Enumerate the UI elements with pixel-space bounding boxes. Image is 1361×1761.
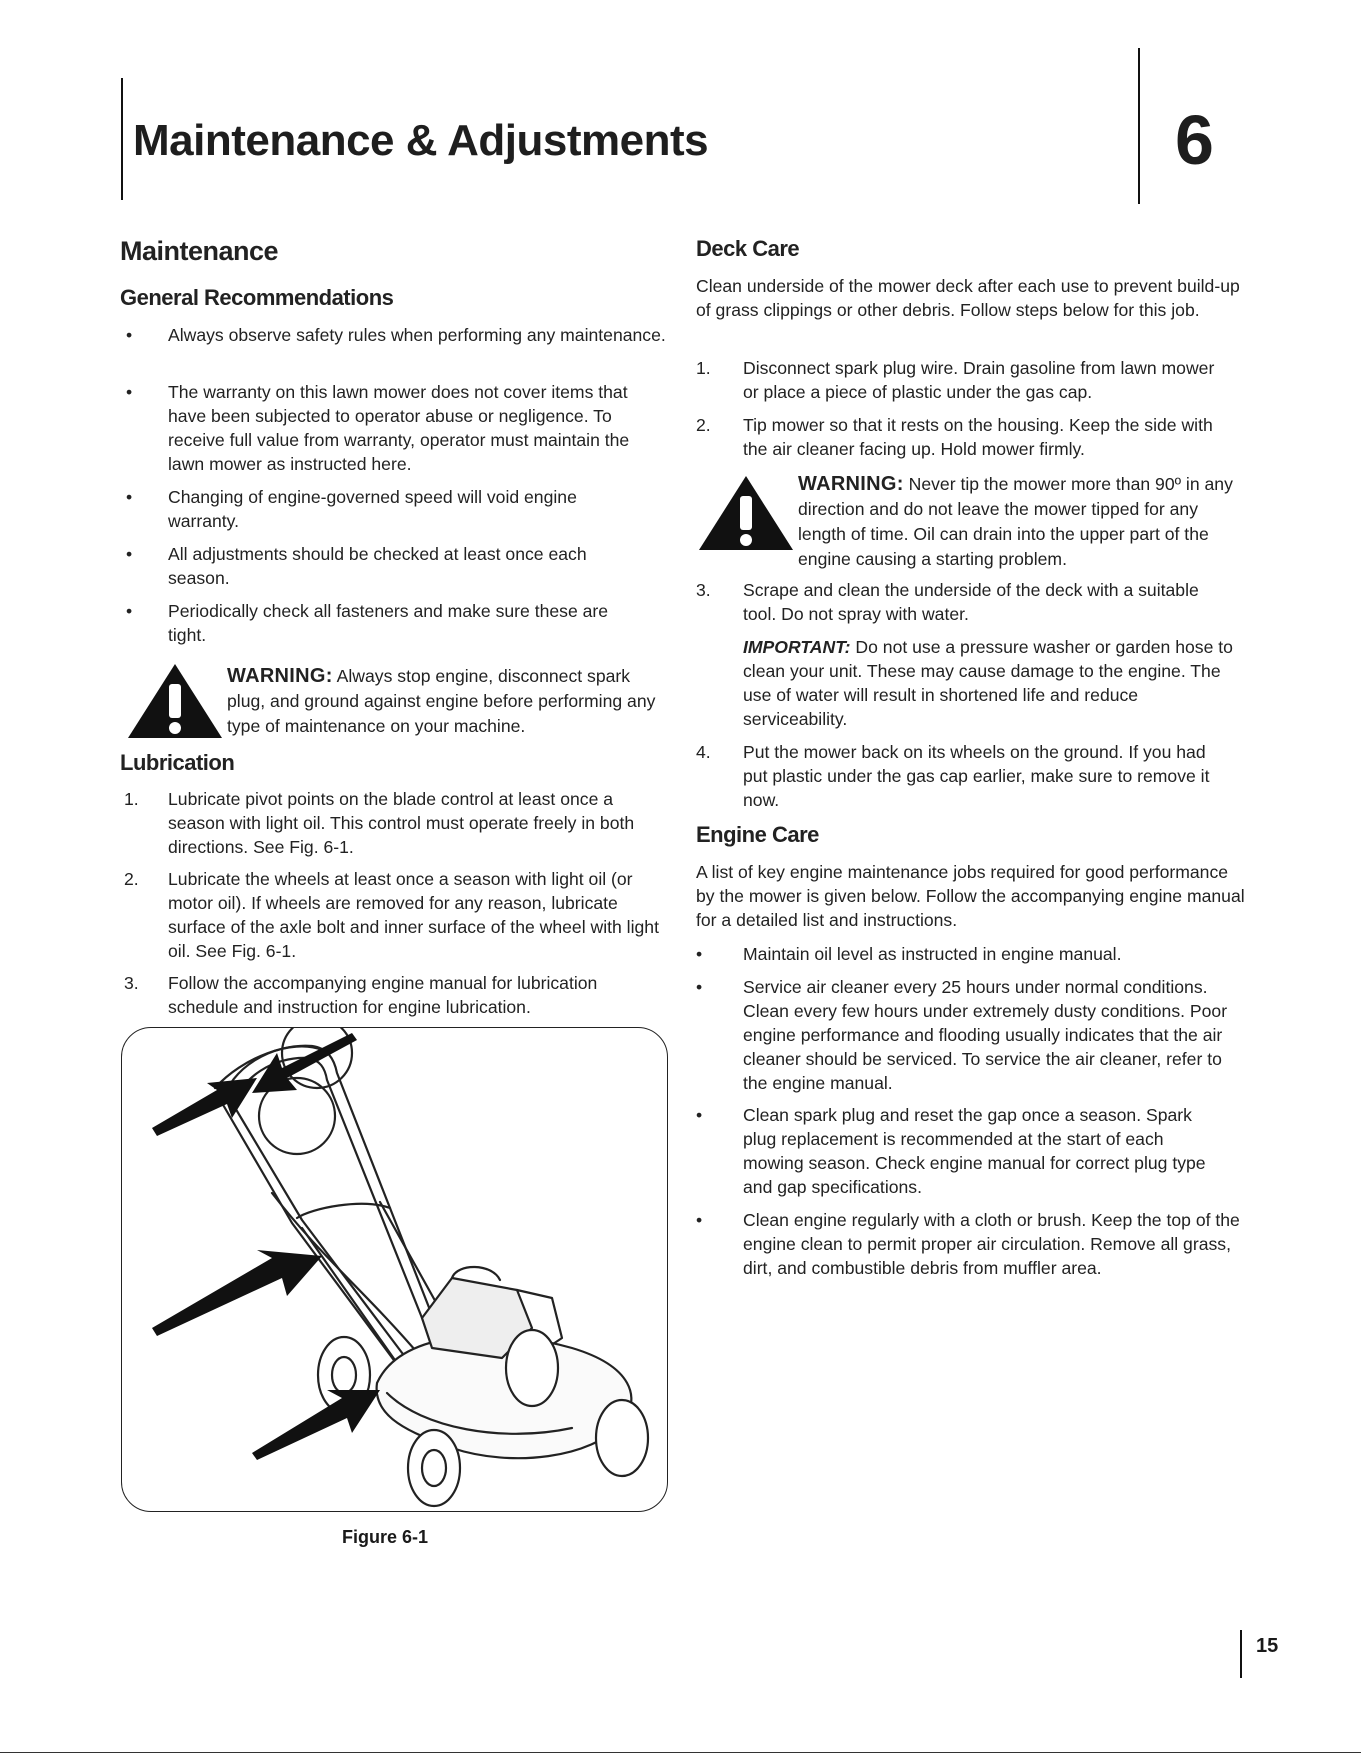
item-number: 1. xyxy=(124,789,139,809)
item-number: 3. xyxy=(124,973,139,993)
list-item-text: Periodically check all fasteners and make sure these are tight. xyxy=(168,601,609,645)
page-title: Maintenance & Adjustments xyxy=(133,116,709,165)
list-item-text: Always observe safety rules when performing any maintenance. xyxy=(168,325,666,345)
heading-lubrication: Lubrication xyxy=(120,750,235,775)
item-number: 3. xyxy=(696,580,711,600)
lawn-mower-illustration xyxy=(122,1028,666,1510)
list-item-text: Lubricate pivot points on the blade control at least once a season with light oil. This control must operate freely in both directions. See Fig. 6-1. xyxy=(168,789,635,857)
list-item-text: Lubricate the wheels at least once a season with light oil (or motor oil). If wheels are removed for any reason, lubricate surface of the axle bolt and inner surface of the wheel with light oil. See Fig. 6-1. xyxy=(168,869,659,961)
list-item-text: Changing of engine-governed speed will void engine warranty. xyxy=(168,487,577,531)
list-item-text: Maintain oil level as instructed in engine manual. xyxy=(743,944,1122,964)
page-number-rule xyxy=(1240,1630,1242,1678)
heading-deck-care: Deck Care xyxy=(696,236,800,261)
bullet: • xyxy=(126,382,133,402)
warning-block xyxy=(227,664,667,739)
warning-text: Never tip the mower more than 90º in any direction and do not leave the mower tipped for any length of time. Oil can drain into the upper part of the engine causing a starting problem. xyxy=(798,474,1233,569)
bullet: • xyxy=(696,977,703,997)
item-number: 4. xyxy=(696,742,711,762)
item-number: 2. xyxy=(696,415,711,435)
section-title-maintenance: Maintenance xyxy=(120,236,279,266)
chapter-number: 6 xyxy=(1175,101,1214,179)
bullet: • xyxy=(126,601,133,621)
chapter-rule xyxy=(1138,48,1140,204)
list-item-text: Tip mower so that it rests on the housing. Keep the side with the air cleaner facing up. Hold mower firmly. xyxy=(743,415,1213,459)
bullet: • xyxy=(126,325,133,345)
warning-label: WARNING: xyxy=(798,473,904,495)
title-rule xyxy=(121,78,123,200)
list-item-text: Scrape and clean the underside of the deck with a suitable tool. Do not spray with water. xyxy=(743,580,1199,624)
warning-triangle-icon xyxy=(126,662,224,740)
list-item-text: Clean engine regularly with a cloth or brush. Keep the top of the engine clean to permit proper air circulation. Remove all grass, dirt, and combustible debris from muffler area. xyxy=(743,1210,1240,1278)
list-item-text: All adjustments should be checked at least once each season. xyxy=(168,544,587,588)
important-note xyxy=(743,635,1241,731)
bullet: • xyxy=(126,487,133,507)
figure-caption: Figure 6-1 xyxy=(342,1527,429,1547)
deck-intro: Clean underside of the mower deck after each use to prevent build-up of grass clippings or other debris. Follow steps below for this job. xyxy=(696,276,1240,320)
heading-engine-care: Engine Care xyxy=(696,822,819,847)
item-number: 2. xyxy=(124,869,139,889)
item-number: 1. xyxy=(696,358,711,378)
important-label: IMPORTANT: xyxy=(743,637,851,657)
warning-text: Always stop engine, disconnect spark plug, and ground against engine before performing any type of maintenance on your machine. xyxy=(227,666,656,736)
list-item-text: Service air cleaner every 25 hours under normal conditions. Clean every few hours under extremely dusty conditions. Poor engine performance and flooding usually indicates that the air cleaner should be serviced. To service the air cleaner, refer to the engine manual. xyxy=(743,977,1228,1093)
list-item-text: Clean spark plug and reset the gap once a season. Spark plug replacement is recommended at the start of each mowing season. Check engine manual for correct plug type and gap specifications. xyxy=(743,1105,1206,1197)
bottom-edge-rule xyxy=(0,1752,1361,1753)
bullet: • xyxy=(696,1210,703,1230)
bullet: • xyxy=(126,544,133,564)
bullet: • xyxy=(696,944,703,964)
warning-block xyxy=(798,472,1243,572)
list-item-text: Put the mower back on its wheels on the ground. If you had put plastic under the gas cap earlier, make sure to remove it now. xyxy=(743,742,1210,810)
list-item-text: The warranty on this lawn mower does not cover items that have been subjected to operator abuse or negligence. To receive full value from warranty, operator must maintain the lawn mower as instructed here. xyxy=(168,382,630,474)
warning-triangle-icon xyxy=(697,474,795,552)
heading-general-recommendations: General Recommendations xyxy=(120,285,394,310)
warning-label: WARNING: xyxy=(227,665,333,687)
engine-intro: A list of key engine maintenance jobs required for good performance by the mower is given below. Follow the accompanying engine manual for a detailed list and instructions. xyxy=(696,862,1245,930)
list-item-text: Follow the accompanying engine manual for lubrication schedule and instruction for engine lubrication. xyxy=(168,973,598,1017)
page-number: 15 xyxy=(1256,1635,1279,1657)
list-item-text: Disconnect spark plug wire. Drain gasoline from lawn mower or place a piece of plastic under the gas cap. xyxy=(743,358,1215,402)
bullet: • xyxy=(696,1105,703,1125)
important-text: Do not use a pressure washer or garden hose to clean your unit. These may cause damage to the engine. The use of water will result in shortened life and reduce serviceability. xyxy=(743,637,1233,729)
